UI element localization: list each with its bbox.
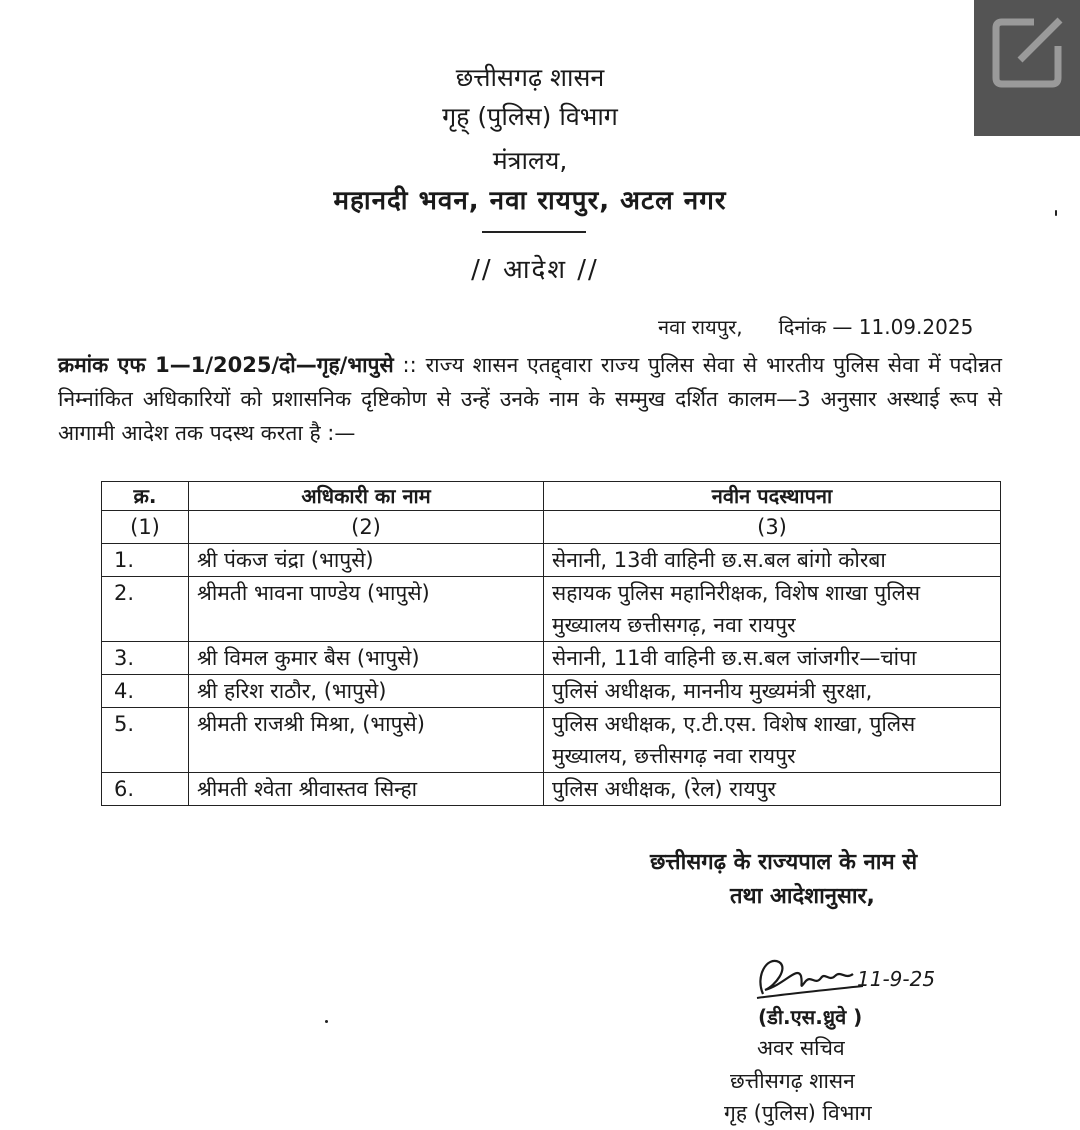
department-name: गृह् (पुलिस) विभाग [442, 102, 618, 131]
row-serial: 3. [102, 642, 189, 675]
officer-name: श्रीमती भावना पाण्डेय (भापुसे) [189, 577, 544, 642]
row-serial: 6. [102, 773, 189, 806]
column-number-row [102, 511, 1001, 544]
header-officer-name: अधिकारी का नाम [189, 482, 544, 511]
speck [325, 1020, 328, 1023]
divider [482, 231, 586, 233]
speck [1055, 210, 1057, 216]
table-row [102, 642, 1001, 675]
posting: सहायक पुलिस महानिरीक्षक, विशेष शाखा पुलिस मुख्यालय छत्तीसगढ़, नवा रायपुर [544, 577, 1001, 642]
posting: पुलिस अधीक्षक, (रेल) रायपुर [544, 773, 1001, 806]
date-line [658, 313, 973, 340]
order-date: दिनांक — 11.09.2025 [778, 315, 974, 339]
header-serial: क्र. [102, 482, 189, 511]
posting: पुलिस अधीक्षक, ए.टी.एस. विशेष शाखा, पुलिस मुख्यालय, छत्तीसगढ़ नवा रायपुर [544, 708, 1001, 773]
place: नवा रायपुर, [658, 315, 743, 339]
table-row [102, 773, 1001, 806]
ministry-label: मंत्रालय, [492, 146, 568, 175]
signatory-name: (डी.एस.ध्रुवे ) [758, 1005, 863, 1029]
order-body [58, 348, 1002, 450]
table-row [102, 544, 1001, 577]
posting: सेनानी, 13वी वाहिनी छ.स.बल बांगो कोरबा [544, 544, 1001, 577]
row-serial: 5. [102, 708, 189, 773]
table-header-row [102, 482, 1001, 511]
office-address: महानदी भवन, नवा रायपुर, अटल नगर [333, 186, 727, 216]
by-order-line: तथा आदेशानुसार, [730, 884, 875, 909]
officer-name: श्री हरिश राठौर, (भापुसे) [189, 675, 544, 708]
order-title: // आदेश // [471, 255, 599, 285]
govt-name: छत्तीसगढ़ शासन [455, 63, 605, 92]
signatory-office: छत्तीसगढ़ शासन [730, 1069, 855, 1093]
column-number: (2) [189, 511, 544, 544]
officer-name: श्रीमती राजश्री मिश्रा, (भापुसे) [189, 708, 544, 773]
signatory-department: गृह (पुलिस) विभाग [724, 1101, 872, 1125]
officer-name: श्री पंकज चंद्रा (भापुसे) [189, 544, 544, 577]
officer-name: श्री विमल कुमार बैस (भापुसे) [189, 642, 544, 675]
posting: सेनानी, 11वी वाहिनी छ.स.बल जांजगीर—चांपा [544, 642, 1001, 675]
header-new-posting: नवीन पदस्थापना [544, 482, 1001, 511]
table-row [102, 675, 1001, 708]
column-number: (3) [544, 511, 1001, 544]
signatory-designation: अवर सचिव [757, 1036, 845, 1060]
column-number: (1) [102, 511, 189, 544]
posting-table [101, 481, 1001, 806]
row-serial: 4. [102, 675, 189, 708]
table-row [102, 708, 1001, 773]
governor-order-line: छत्तीसगढ़ के राज्यपाल के नाम से [650, 850, 918, 875]
signature-date: 11-9-25 [857, 967, 935, 991]
order-text: :: राज्य शासन एतद्द्वारा राज्य पुलिस सेवा से भारतीय पुलिस सेवा में पदोन्नत निम्नांकित अधिकारियों को प्रशासनिक दृष्टिकोण से उन्हें उनके नाम के सम्मुख दर्शित कालम—3 अनुसार अस्थाई रूप से आगामी आदेश तक पदस्थ करता है :— [58, 353, 1002, 445]
officer-name: श्रीमती श्वेता श्रीवास्तव सिन्हा [189, 773, 544, 806]
table-row [102, 577, 1001, 642]
posting: पुलिसं अधीक्षक, माननीय मुख्यमंत्री सुरक्षा, [544, 675, 1001, 708]
row-serial: 1. [102, 544, 189, 577]
row-serial: 2. [102, 577, 189, 642]
reference-number: क्रमांक एफ 1—1/2025/दो—गृह/भापुसे [58, 353, 394, 377]
